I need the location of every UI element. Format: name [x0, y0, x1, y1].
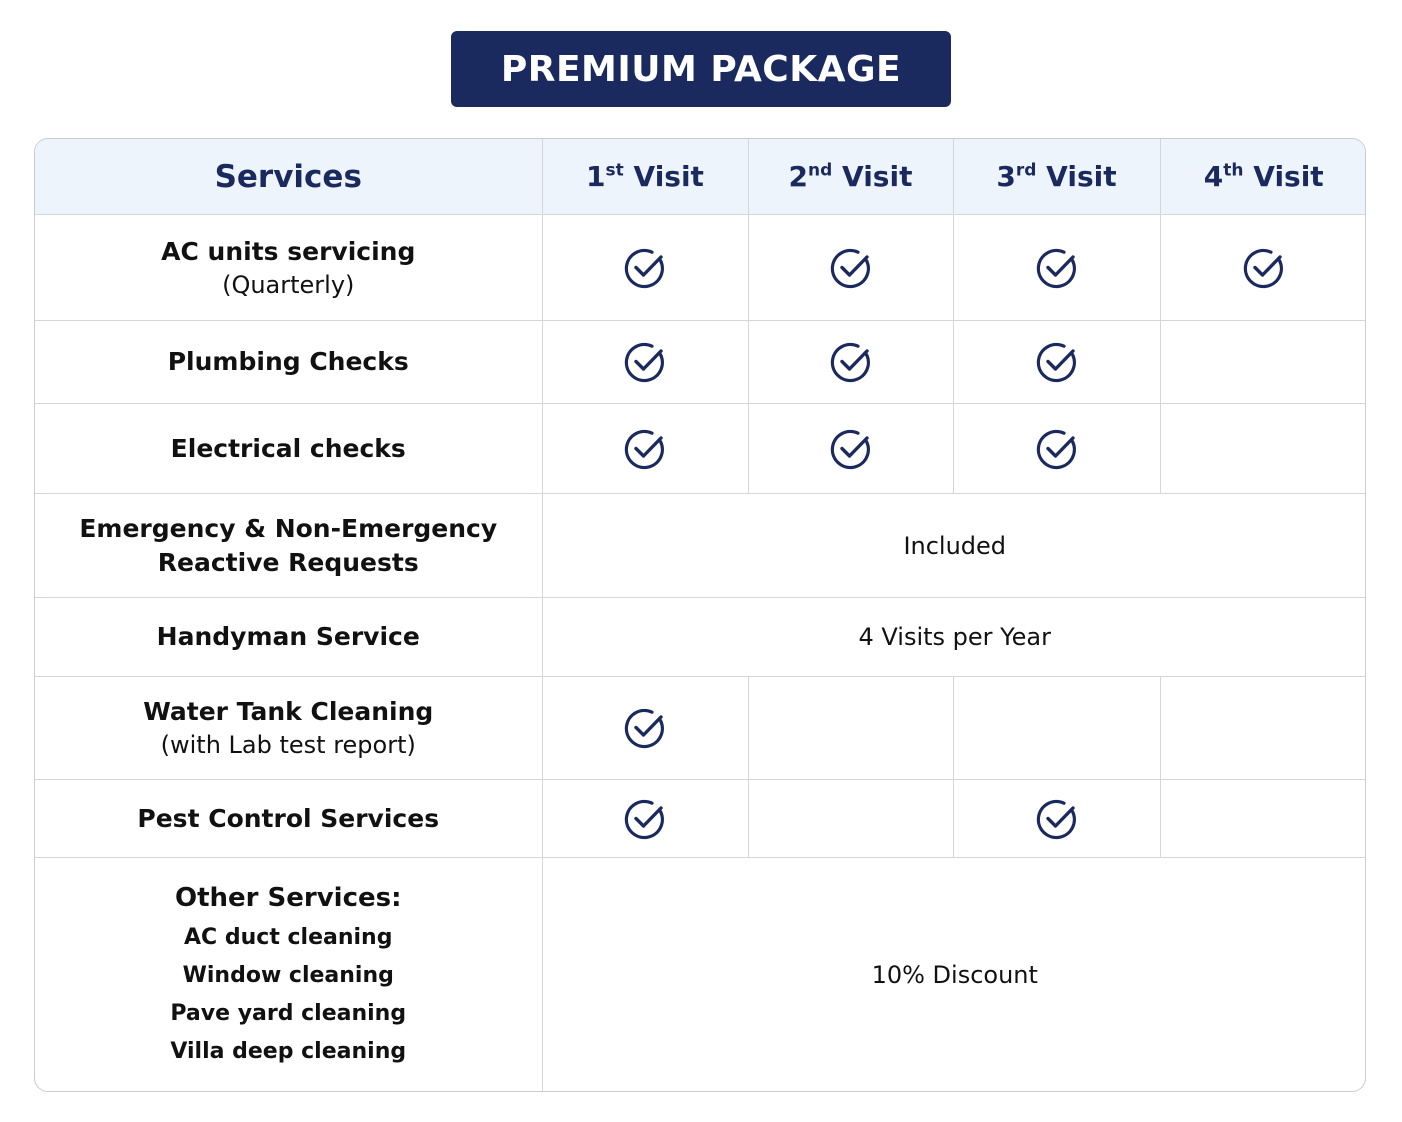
services-column-header: Services [35, 139, 542, 215]
visit-2-number: 2 [788, 160, 808, 193]
visit-3-column-header [953, 139, 1160, 215]
table-row-other-services [35, 858, 1366, 1092]
service-cell [35, 215, 542, 321]
visit-cell [542, 780, 748, 858]
service-name: Water Tank Cleaning [143, 697, 434, 726]
service-note: (Quarterly) [222, 270, 355, 299]
services-grid [35, 139, 1366, 1091]
visit-cell [1160, 321, 1366, 404]
service-cell [35, 598, 542, 677]
visit-1-number: 1 [586, 160, 606, 193]
visit-cell [1160, 404, 1366, 494]
visit-cell [542, 321, 748, 404]
visit-4-suffix: th [1223, 160, 1244, 181]
check-circle-icon [623, 427, 667, 471]
visit-1-suffix: st [605, 160, 624, 181]
header-row [35, 139, 1366, 215]
visit-2-label: Visit [842, 160, 913, 193]
check-circle-icon [623, 706, 667, 750]
package-banner [451, 31, 951, 107]
visit-cell [1160, 780, 1366, 858]
table-row-ac-servicing [35, 215, 1366, 321]
check-circle-icon [623, 246, 667, 290]
table-row-handyman [35, 598, 1366, 677]
check-circle-icon [623, 340, 667, 384]
service-cell [35, 677, 542, 780]
visit-4-column-header [1160, 139, 1366, 215]
check-circle-icon [1035, 340, 1079, 384]
visit-1-column-header [542, 139, 748, 215]
check-circle-icon [1242, 246, 1286, 290]
visit-cell [748, 215, 953, 321]
service-name: AC units servicing [161, 236, 416, 266]
spanned-value-cell [542, 494, 1366, 598]
visit-cell [748, 404, 953, 494]
check-circle-icon [829, 340, 873, 384]
visit-2-suffix: nd [808, 160, 833, 181]
service-note: (with Lab test report) [160, 731, 416, 759]
visits-per-year-value: 4 Visits per Year [858, 623, 1051, 651]
services-table [34, 138, 1366, 1092]
service-name-line-1: Emergency & Non-Emergency [79, 513, 498, 543]
visit-cell [953, 215, 1160, 321]
check-circle-icon [1035, 246, 1079, 290]
visit-3-number: 3 [996, 160, 1016, 193]
service-cell [35, 858, 542, 1092]
visit-cell [748, 321, 953, 404]
visit-3-suffix: rd [1015, 160, 1037, 181]
included-value: Included [903, 531, 1007, 560]
service-cell [35, 780, 542, 858]
service-name: Electrical checks [170, 433, 406, 463]
service-name: Handyman Service [156, 622, 420, 651]
other-service-item: Villa deep cleaning [170, 1038, 407, 1064]
visit-cell [542, 404, 748, 494]
other-service-item: AC duct cleaning [184, 924, 393, 950]
visit-2-column-header [748, 139, 953, 215]
table-row-emergency-requests [35, 494, 1366, 598]
visit-cell [953, 404, 1160, 494]
visit-cell [1160, 677, 1366, 780]
package-title: PREMIUM PACKAGE [500, 48, 902, 90]
visit-1-label: Visit [633, 160, 704, 193]
visit-4-number: 4 [1203, 160, 1224, 193]
visit-cell [542, 215, 748, 321]
check-circle-icon [1035, 427, 1079, 471]
table-row-pest-control [35, 780, 1366, 858]
visit-cell [542, 677, 748, 780]
service-name: Plumbing Checks [167, 347, 409, 376]
spanned-value-cell [542, 858, 1366, 1092]
visit-cell [953, 677, 1160, 780]
check-circle-icon [829, 246, 873, 290]
visit-cell [748, 677, 953, 780]
service-cell [35, 321, 542, 404]
service-cell [35, 494, 542, 598]
visit-cell [953, 321, 1160, 404]
service-name-line-2: Reactive Requests [157, 547, 419, 577]
other-service-item: Window cleaning [182, 962, 394, 988]
service-name: Pest Control Services [137, 803, 440, 833]
check-circle-icon [829, 427, 873, 471]
table-row-water-tank [35, 677, 1366, 780]
discount-value: 10% Discount [871, 960, 1038, 989]
visit-cell [953, 780, 1160, 858]
table-row-electrical [35, 404, 1366, 494]
check-circle-icon [623, 797, 667, 841]
other-services-title: Other Services: [174, 882, 402, 913]
service-cell [35, 404, 542, 494]
other-service-item: Pave yard cleaning [170, 1000, 407, 1026]
visit-3-label: Visit [1046, 160, 1117, 193]
spanned-value-cell [542, 598, 1366, 677]
check-circle-icon [1035, 797, 1079, 841]
visit-4-label: Visit [1253, 160, 1324, 193]
table-row-plumbing [35, 321, 1366, 404]
visit-cell [748, 780, 953, 858]
visit-cell [1160, 215, 1366, 321]
